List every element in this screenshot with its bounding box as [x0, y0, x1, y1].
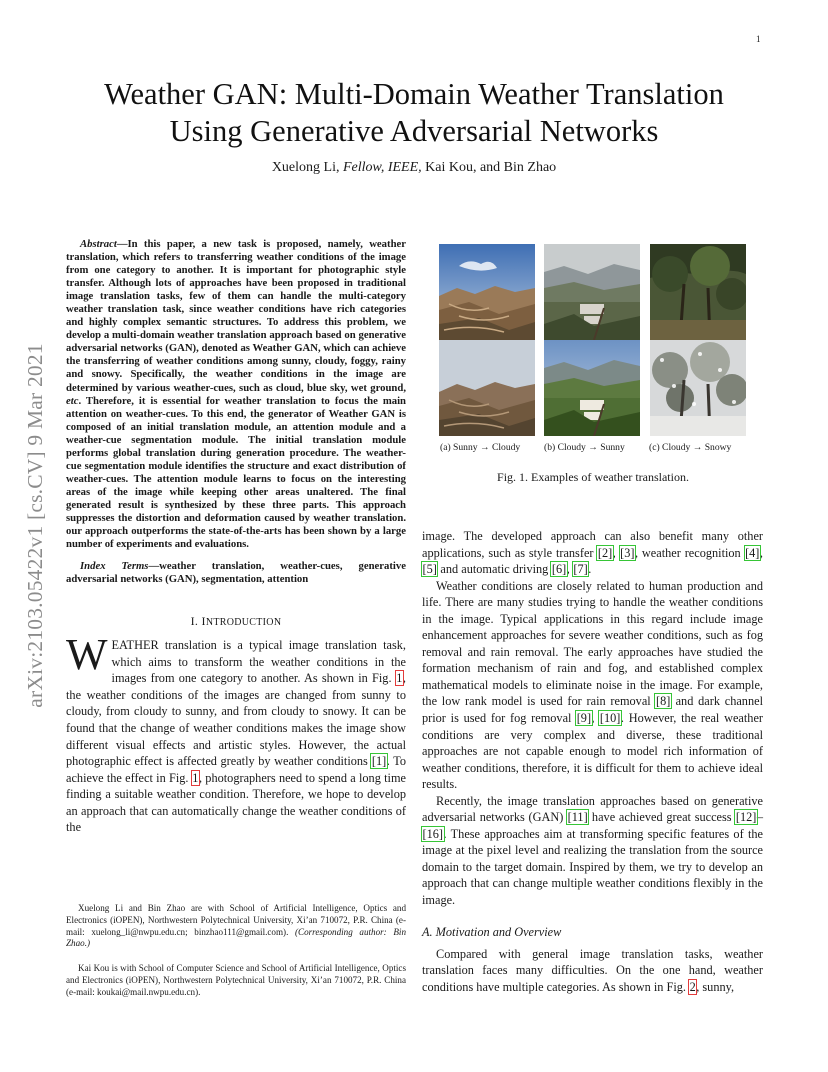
- citation-link[interactable]: [11]: [567, 810, 588, 825]
- author-rest: Kai Kou, and Bin Zhao: [421, 160, 557, 175]
- subcaption-a: (a) Sunny → Cloudy: [440, 442, 521, 453]
- left-column: [66, 238, 406, 836]
- title-line-2: Using Generative Adversarial Networks: [169, 114, 659, 148]
- text: Compared with general image translation tasks, weather translation faces many difficulties. On the one hand, weather conditions have multiple categories. As shown in Fig.: [422, 946, 763, 994]
- arxiv-stamp: [22, 290, 48, 760]
- abstract-etc: etc: [66, 394, 79, 407]
- text: have achieved great success: [588, 810, 736, 825]
- right-column: [422, 528, 763, 995]
- text: image. The developed approach can also benefit many other applications, such as style transfer: [422, 529, 763, 560]
- subcaption-c: (c) Cloudy → Snowy: [649, 442, 732, 453]
- paragraph-weather-conditions: [422, 578, 763, 793]
- paper-title: [60, 76, 768, 150]
- photo-sunny-source: [439, 244, 535, 340]
- citation-link[interactable]: [9]: [576, 711, 592, 726]
- text: . These approaches aim at transforming specific features of the image at the pixel level and realizing the translation from the source domain to the target domain. Inspired by them, we try to develop an approach that can change multiple weather conditions flexibly in the image.: [422, 826, 763, 908]
- citation-link[interactable]: [1]: [371, 754, 387, 769]
- footnote-affiliation-1: [66, 903, 406, 950]
- footnote-affiliation-2: Kai Kou is with School of Computer Science and School of Artificial Intelligence, Optics and Electronics (iOPEN), Northwestern Polytechnical University, Xi’an 710072, P.R. China (e-mail: koukai@mail.nwpu.edu.cn).: [66, 963, 406, 997]
- citation-link[interactable]: [8]: [655, 694, 671, 709]
- text: , weather recognition: [634, 545, 745, 560]
- citation-link[interactable]: [3]: [620, 545, 635, 560]
- text: Recently, the image translation approaches based on generative adversarial networks (GAN): [422, 793, 763, 825]
- citation-link[interactable]: [4]: [745, 545, 760, 560]
- drop-cap: W: [66, 630, 108, 680]
- text: ,: [591, 711, 600, 726]
- text: and automatic driving: [437, 562, 552, 577]
- index-terms-label: Index Terms: [80, 560, 149, 573]
- abstract: [66, 238, 406, 551]
- intro-text-b: , the weather conditions of the images are changed from sunny to cloudy, from cloudy to sunny, and from cloudy to snowy. It can be found that the change of weather conditions makes the image show different visual effects and artistic styles. However, the actual photographic effect is affected greatly by weather conditions: [66, 671, 406, 769]
- title-line-1: Weather GAN: Multi-Domain Weather Translation: [104, 77, 724, 111]
- text: ,: [612, 545, 620, 560]
- fig-ref-link[interactable]: 2: [689, 979, 696, 994]
- photo-cloudy-result: [439, 340, 535, 436]
- intro-text-a: EATHER translation is a typical image translation task, which aims to transform the weather conditions in the images from one category to another. As shown in Fig.: [111, 638, 406, 686]
- paragraph-gan-approaches: [422, 793, 763, 909]
- citation-link[interactable]: [7]: [573, 562, 588, 577]
- text: ,: [759, 545, 763, 560]
- arxiv-identifier: arXiv:2103.05422v1 [cs.CV] 9 Mar 2021: [22, 342, 47, 708]
- intro-paragraph: [66, 630, 406, 836]
- figure-caption: Fig. 1. Examples of weather translation.: [497, 470, 689, 484]
- text: Weather conditions are closely related to human production and life. There are many studies trying to handle the weather conditions in the image. Typical applications in this regard include image enhancement approaches for severe weather conditions, such as fog removal and rain removal. The early approaches have studied the formation mechanism of rain and fog, and established complex mathematical models to eliminate noise in the image. For example, the low rank model is used for rain removal: [422, 578, 763, 709]
- index-terms: [66, 560, 406, 586]
- fig-ref-link[interactable]: 1: [396, 671, 403, 686]
- text: , sunny,: [696, 979, 735, 994]
- subcaption-b: (b) Cloudy → Sunny: [544, 442, 625, 453]
- citation-link[interactable]: [5]: [422, 562, 437, 577]
- index-terms-text: —weather translation, weather-cues, generative adversarial networks (GAN), segmentation, attention: [66, 560, 406, 586]
- abstract-label: Abstract: [80, 238, 117, 250]
- text: . However, the real weather conditions are very complex and diverse, these traditional approaches are not capable enough to model rich information of weather conditions, therefore, it is difficult for them to achieve ideal results.: [422, 711, 763, 792]
- intro-text-c: . To achieve the effect in Fig.: [66, 754, 406, 785]
- photo-cloudy-forest-source: [650, 244, 746, 340]
- citation-link[interactable]: [16]: [422, 826, 443, 841]
- section-initial: I: [201, 614, 206, 629]
- text: –: [756, 810, 763, 825]
- author-line: [60, 160, 768, 176]
- footnote-1-corresponding: (Corresponding author: Bin Zhao.): [66, 926, 406, 949]
- citation-link[interactable]: [2]: [597, 545, 613, 560]
- footnote-1-text: Xuelong Li and Bin Zhao are with School of Artificial Intelligence, Optics and Electronics (iOPEN), Northwestern Polytechnical University, Xi’an 710072, P.R. China (e-mail: xuelong_li@nwpu.edu.cn; binzhao111@gmail.com).: [66, 903, 406, 937]
- section-numeral: I.: [190, 614, 202, 629]
- photo-sunny-result: [544, 340, 640, 436]
- text: ,: [566, 562, 573, 577]
- page-number: 1: [756, 34, 761, 44]
- fig-ref-link[interactable]: 1: [192, 770, 199, 785]
- section-smallcaps: NTRODUCTION: [205, 617, 282, 629]
- text: and dark channel prior is used for fog removal: [422, 694, 763, 726]
- intro-text-d: , photographers need to spend a long time finding a suitable weather condition. Therefore, we hope to develop an approach that can automatically change the weather conditions of the: [66, 770, 406, 835]
- section-heading-introduction: [66, 614, 406, 629]
- citation-link[interactable]: [6]: [551, 562, 567, 577]
- subsection-heading: A. Motivation and Overview: [422, 924, 562, 939]
- text: .: [588, 562, 592, 577]
- author-fellow: Fellow, IEEE,: [342, 160, 422, 175]
- citation-link[interactable]: [10]: [599, 711, 621, 726]
- citation-link[interactable]: [12]: [735, 810, 757, 825]
- photo-cloudy-source: [544, 244, 640, 340]
- paragraph-motivation: [422, 946, 763, 996]
- abstract-text-2: . Therefore, it is essential for weather translation to focus the main attention on weather-cues. To this end, the generator of Weather GAN is composed of an initial translation module, an attention module and a weather-cue segmentation module. The initial translation module performs global translation during generation procedure. The weather-cue segmentation module identifies the structure and exact distribution of weather-cues. The attention module learns to focus on the interesting areas of the image while keeping other areas unaltered. The final generated result is synthesized by these three parts. This approach suppresses the distortion and deformation caused by weather translation. our approach outperforms the state-of-the-arts has been shown by a large number of experiments and evaluations.: [66, 394, 406, 551]
- abstract-text: —In this paper, a new task is proposed, namely, weather translation, which refers to transferring weather conditions of the image from one category to another. It is important for photographic style transfer. Although lots of approaches have been proposed in traditional image translation tasks, few of them can handle the multi-category weather translation task, since weather conditions have rich categories and highly complex semantic structures. To address this problem, we develop a multi-domain weather translation approach based on generative adversarial networks (GAN), denoted as Weather GAN, which can achieve the transferring of weather conditions among sunny, cloudy, foggy, rainy and snowy. Specifically, the weather conditions in the image are determined by various weather-cues, such as cloud, blue sky, wet ground,: [66, 238, 406, 394]
- paragraph-continuation: [422, 528, 763, 578]
- author-first: Xuelong Li,: [271, 160, 343, 175]
- photo-snowy-result: [650, 340, 746, 436]
